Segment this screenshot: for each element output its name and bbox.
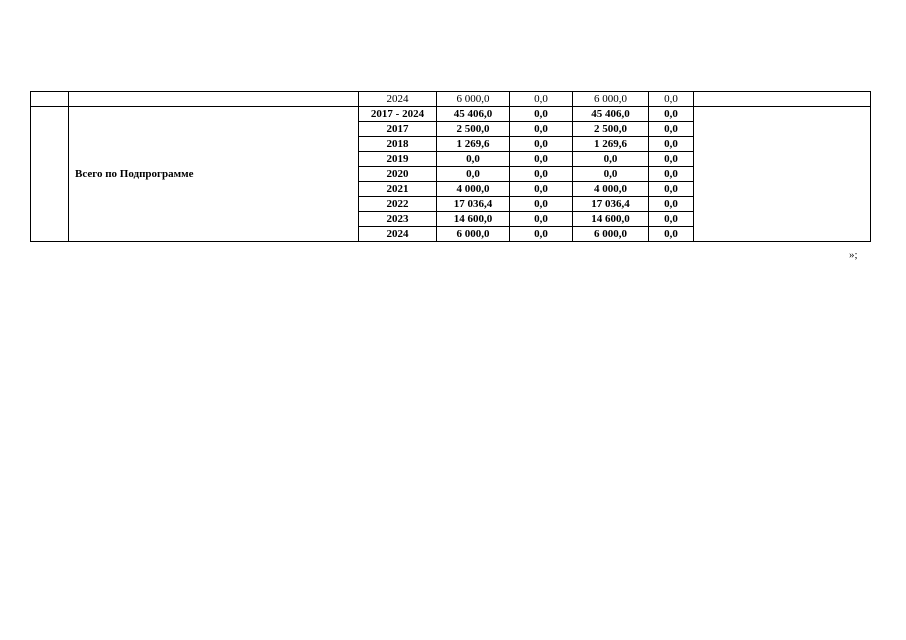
other-cell: 0,0 [649, 227, 694, 242]
regional-cell: 1 269,6 [573, 137, 649, 152]
federal-cell: 0,0 [510, 227, 573, 242]
summary-label: Всего по Подпрограмме [69, 107, 359, 242]
year-cell: 2024 [359, 92, 437, 107]
total-cell: 2 500,0 [437, 122, 510, 137]
note-cell [694, 107, 871, 242]
total-cell: 14 600,0 [437, 212, 510, 227]
other-cell: 0,0 [649, 92, 694, 107]
total-cell: 6 000,0 [437, 227, 510, 242]
other-cell: 0,0 [649, 152, 694, 167]
federal-cell: 0,0 [510, 197, 573, 212]
regional-cell: 4 000,0 [573, 182, 649, 197]
federal-cell: 0,0 [510, 137, 573, 152]
year-cell: 2021 [359, 182, 437, 197]
other-cell: 0,0 [649, 212, 694, 227]
other-cell: 0,0 [649, 107, 694, 122]
total-cell: 45 406,0 [437, 107, 510, 122]
federal-cell: 0,0 [510, 122, 573, 137]
other-cell: 0,0 [649, 197, 694, 212]
regional-cell: 0,0 [573, 167, 649, 182]
total-cell: 0,0 [437, 152, 510, 167]
total-cell: 0,0 [437, 167, 510, 182]
federal-cell: 0,0 [510, 182, 573, 197]
total-cell: 6 000,0 [437, 92, 510, 107]
regional-cell: 17 036,4 [573, 197, 649, 212]
year-cell: 2024 [359, 227, 437, 242]
other-cell: 0,0 [649, 167, 694, 182]
index-cell [31, 92, 69, 107]
closing-quote-mark: »; [849, 249, 858, 261]
regional-cell: 6 000,0 [573, 92, 649, 107]
regional-cell: 0,0 [573, 152, 649, 167]
total-cell: 17 036,4 [437, 197, 510, 212]
federal-cell: 0,0 [510, 92, 573, 107]
regional-cell: 14 600,0 [573, 212, 649, 227]
other-cell: 0,0 [649, 182, 694, 197]
year-cell: 2017 [359, 122, 437, 137]
budget-table [30, 91, 871, 242]
table-row [31, 92, 871, 107]
index-cell [31, 107, 69, 242]
year-cell: 2017 - 2024 [359, 107, 437, 122]
total-cell: 4 000,0 [437, 182, 510, 197]
year-cell: 2019 [359, 152, 437, 167]
year-cell: 2018 [359, 137, 437, 152]
regional-cell: 45 406,0 [573, 107, 649, 122]
regional-cell: 6 000,0 [573, 227, 649, 242]
federal-cell: 0,0 [510, 167, 573, 182]
other-cell: 0,0 [649, 137, 694, 152]
name-cell [69, 92, 359, 107]
federal-cell: 0,0 [510, 152, 573, 167]
year-cell: 2022 [359, 197, 437, 212]
total-cell: 1 269,6 [437, 137, 510, 152]
federal-cell: 0,0 [510, 212, 573, 227]
table-row [31, 107, 871, 122]
year-cell: 2020 [359, 167, 437, 182]
year-cell: 2023 [359, 212, 437, 227]
regional-cell: 2 500,0 [573, 122, 649, 137]
note-cell [694, 92, 871, 107]
other-cell: 0,0 [649, 122, 694, 137]
federal-cell: 0,0 [510, 107, 573, 122]
